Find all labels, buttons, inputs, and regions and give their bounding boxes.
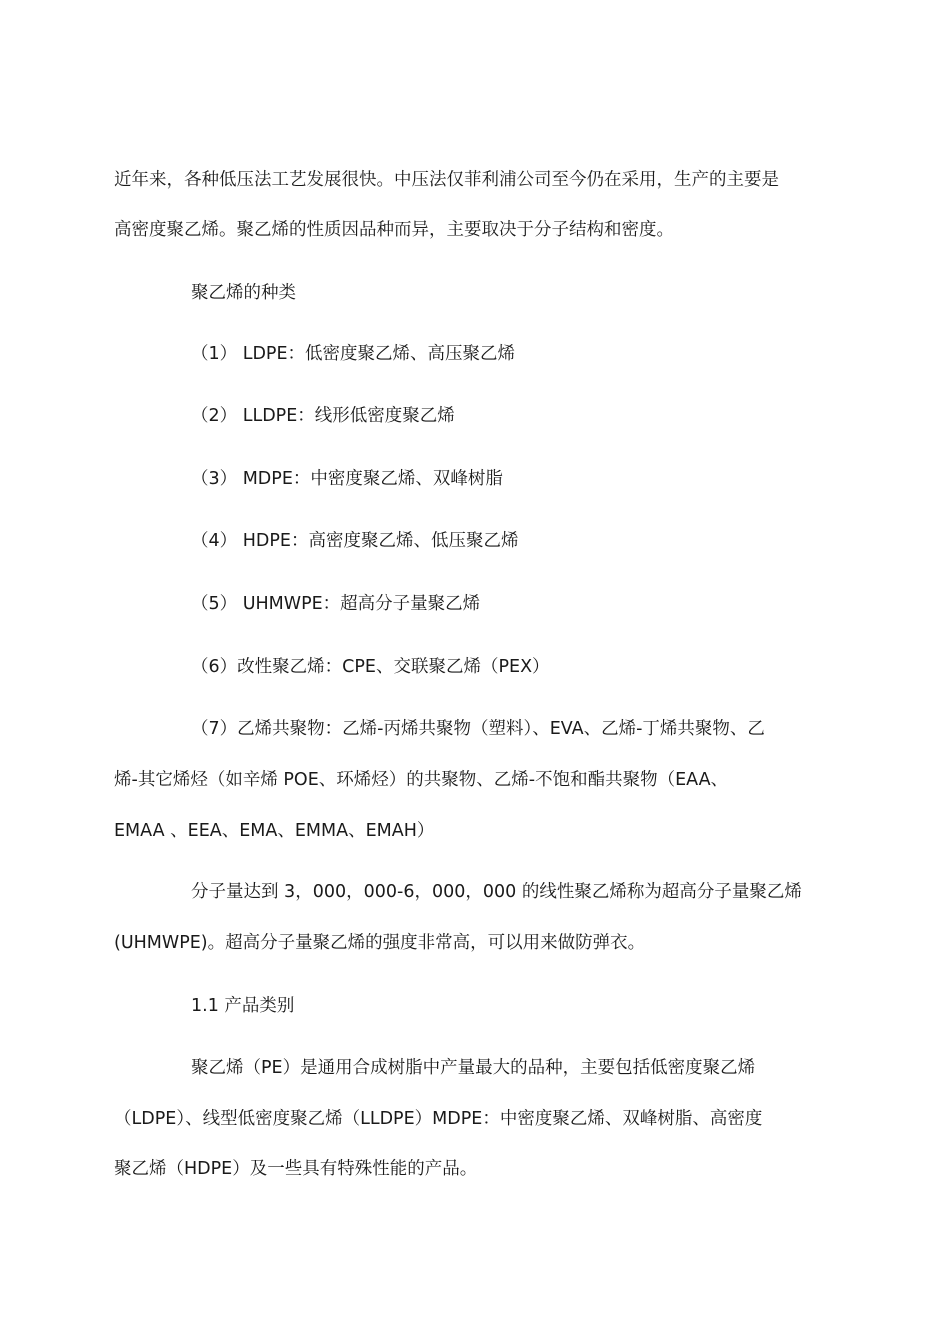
list-item: （3） MDPE：中密度聚乙烯、双峰树脂 bbox=[191, 469, 503, 489]
paragraph-line: 聚乙烯（PE）是通用合成树脂中产量最大的品种，主要包括低密度聚乙烯 bbox=[191, 1058, 756, 1078]
list-item: （7）乙烯共聚物：乙烯-丙烯共聚物（塑料）、EVA、乙烯-丁烯共聚物、乙 bbox=[191, 719, 765, 739]
list-item-continuation: EMAA 、EEA、EMA、EMMA、EMAH） bbox=[114, 821, 435, 841]
section-heading: 聚乙烯的种类 bbox=[191, 283, 296, 303]
paragraph-line: （LDPE）、线型低密度聚乙烯（LLDPE）MDPE：中密度聚乙烯、双峰树脂、高密度 bbox=[114, 1109, 763, 1129]
list-item: （6）改性聚乙烯：CPE、交联聚乙烯（PEX） bbox=[191, 657, 550, 677]
list-item: （2） LLDPE：线形低密度聚乙烯 bbox=[191, 406, 455, 426]
paragraph-line: (UHMWPE)。超高分子量聚乙烯的强度非常高，可以用来做防弹衣。 bbox=[114, 933, 646, 953]
paragraph-line: 分子量达到 3，000，000-6，000，000 的线性聚乙烯称为超高分子量聚乙烯 bbox=[191, 882, 802, 902]
paragraph-line: 聚乙烯（HDPE）及一些具有特殊性能的产品。 bbox=[114, 1159, 478, 1179]
list-item: （5） UHMWPE：超高分子量聚乙烯 bbox=[191, 594, 481, 614]
list-item: （1） LDPE：低密度聚乙烯、高压聚乙烯 bbox=[191, 344, 516, 364]
list-item-continuation: 烯-其它烯烃（如辛烯 POE、环烯烃）的共聚物、乙烯-不饱和酯共聚物（EAA、 bbox=[114, 770, 729, 790]
list-item: （4） HDPE：高密度聚乙烯、低压聚乙烯 bbox=[191, 531, 519, 551]
paragraph-line: 近年来，各种低压法工艺发展很快。中压法仅菲利浦公司至今仍在采用，生产的主要是 bbox=[114, 170, 779, 190]
paragraph-line: 高密度聚乙烯。聚乙烯的性质因品种而异，主要取决于分子结构和密度。 bbox=[114, 220, 674, 240]
section-heading: 1.1 产品类别 bbox=[191, 996, 295, 1016]
